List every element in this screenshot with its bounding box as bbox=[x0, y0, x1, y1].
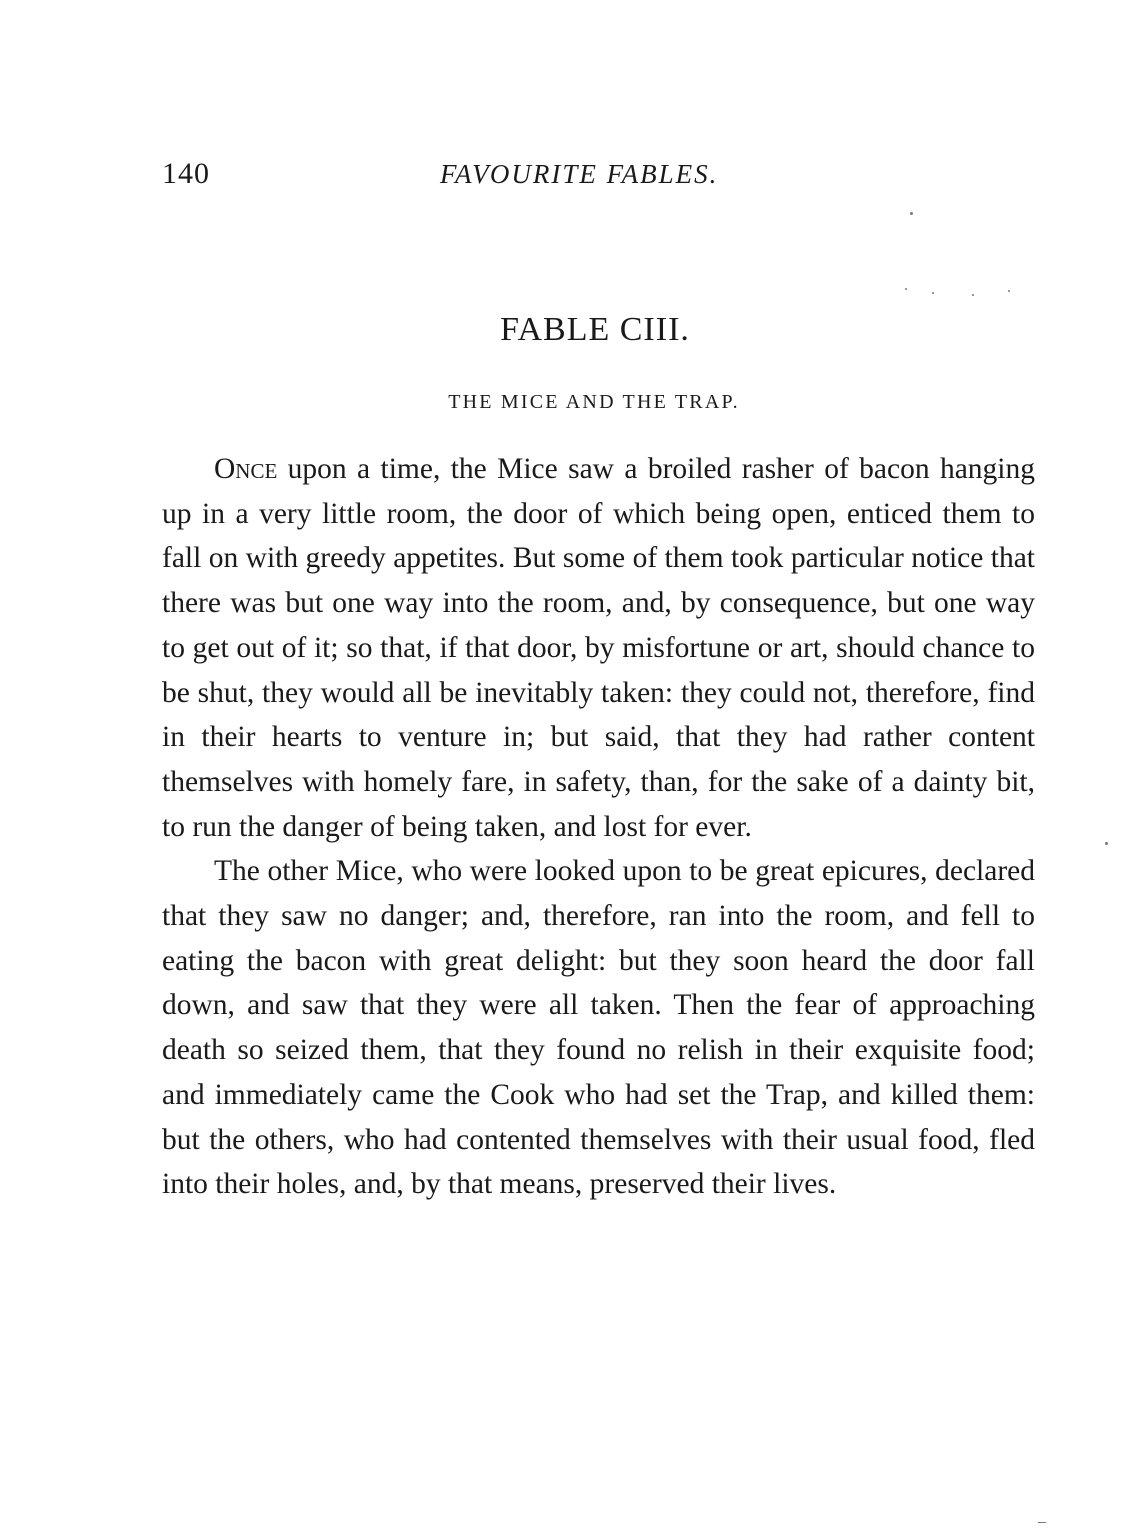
fable-title: THE MICE AND THE TRAP. bbox=[448, 391, 740, 413]
scan-speck bbox=[905, 288, 907, 290]
paragraph-2 bbox=[162, 849, 1035, 1207]
paragraph-1 bbox=[162, 447, 1035, 849]
scan-speck bbox=[1105, 842, 1108, 845]
paragraph-2-text: The other Mice, who were looked upon to be great epicures, declared that they saw no danger; and, therefore, ran into the room, and fell to eating the bacon with great delight: but they soon heard the door fall down, and saw that they were all taken. Then the fear of approaching death so seized them, that they found no relish in their exquisite food; and immediately came the Cook who had set the Trap, and killed them: but the others, who had contented themselves with their usual food, fled into their holes, and, by that means, preserved their lives. bbox=[162, 855, 1035, 1201]
fable-body bbox=[162, 447, 1035, 1207]
running-title: FAVOURITE FABLES. bbox=[440, 159, 719, 189]
paragraph-1-text: upon a time, the Mice saw a broiled rasher of bacon hanging up in a very little room, the door of which being open, enticed them to fall on with greedy appetites. But some of them took particular notice that there was but one way into the room, and, by consequence, but one way to get out of it; so that, if that door, by misfortune or art, should chance to be shut, they would all be inevitably taken: they could not, therefore, find in their hearts to venture in; but said, that they had rather content themselves with homely fare, in safety, than, for the sake of a dainty bit, to run the danger of being taken, and lost for ever. bbox=[162, 453, 1035, 843]
fable-number: FABLE CIII. bbox=[500, 311, 690, 348]
page-number: 140 bbox=[162, 157, 210, 190]
scan-speck bbox=[1008, 290, 1010, 292]
paragraph-1-lead: Once bbox=[214, 453, 278, 485]
scan-speck bbox=[1038, 1522, 1046, 1523]
scan-speck bbox=[932, 292, 934, 294]
scan-speck bbox=[972, 294, 974, 296]
scan-speck bbox=[910, 212, 913, 215]
